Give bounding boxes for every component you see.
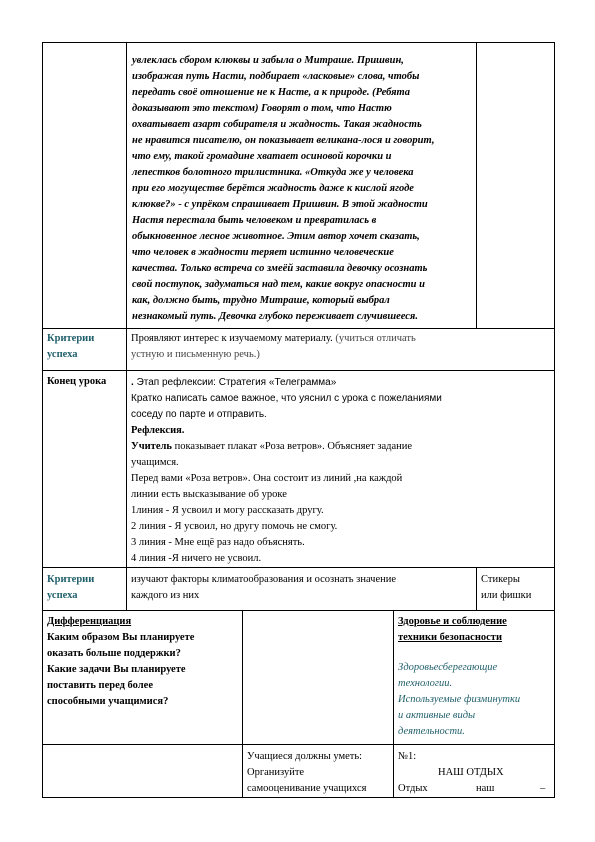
task-text-c: – <box>540 783 546 794</box>
rose-line: линии есть высказывание об уроке <box>131 489 287 500</box>
teacher-word: Учитель <box>131 441 172 452</box>
differentiation-title: Дифференциация <box>47 616 132 627</box>
criteria-label: успеха <box>47 349 78 360</box>
criteria-text-line2: устную и письменную речь.) <box>131 349 260 360</box>
task-line: Кратко написать самое важное, что уяснил с урока с пожеланиями <box>131 393 442 404</box>
criteria-extra: (учиться отличать <box>332 333 416 344</box>
narrative-line: что человек в жадности теряет истинно человеческие <box>132 247 394 258</box>
table-border-top <box>42 42 555 43</box>
narrative-line: клюкве?» - с упрёком спрашивает Пришвин. В этой жадности <box>132 199 428 210</box>
differentiation-line: оказать больше поддержки? <box>47 648 181 659</box>
teacher-rest: показывает плакат «Роза ветров». Объясняет задание <box>171 441 413 452</box>
task-title: НАШ ОТДЫХ <box>438 767 504 778</box>
assessment-line: Учащиеся должны уметь: <box>247 751 363 762</box>
narrative-line: свой поступок, задуматься над тем, какие вокруг опасности и <box>132 279 425 290</box>
stage-title <box>131 375 336 391</box>
health-line: Здоровьесберегающие <box>398 662 498 673</box>
narrative-line: лепестков болотного трилистника. «Откуда же у человека <box>132 167 414 178</box>
section-label-end: Конец урока <box>47 376 107 387</box>
stickers-text: или фишки <box>481 590 532 601</box>
stage-text: Этап рефлексии: Стратегия «Телеграмма» <box>136 377 337 388</box>
task-text-a: Отдых <box>398 783 428 794</box>
rose-item: 4 линия -Я ничего не усвоил. <box>131 553 262 564</box>
row-sep-5 <box>42 744 555 745</box>
health-title: Здоровье и соблюдение <box>398 616 507 627</box>
differentiation-line: поставить перед более <box>47 680 153 691</box>
health-title: техники безопасности <box>398 632 502 643</box>
teacher-line2: учащимся. <box>131 457 179 468</box>
narrative-line: доказывают это текстом) Говорят о том, что Настю <box>132 103 392 114</box>
narrative-line: как, должно быть, трудно Митраше, который выбрал <box>132 295 390 306</box>
rose-line: Перед вами «Роза ветров». Она состоит из линий ,на каждой <box>131 473 403 484</box>
col-line-lower-2 <box>393 610 394 798</box>
assessment-line: Организуйте <box>247 767 305 778</box>
row-sep-3 <box>42 567 555 568</box>
table-border-right <box>554 42 555 798</box>
narrative-line: изображая путь Насти, подбирает «ласковые» слова, чтобы <box>132 71 420 82</box>
narrative-line: передать своё отношение не к Насте, а к природе. (Ребята <box>132 87 410 98</box>
narrative-line: Настя перестала быть человеком и превратилась в <box>132 215 377 226</box>
col-line-2b <box>476 567 477 610</box>
health-line: Используемые физминутки <box>398 694 521 705</box>
narrative-line: не нравится писателю, он показывает великана-лося и говорит, <box>132 135 435 146</box>
rose-item: 2 линия - Я усвоил, но другу помочь не смогу. <box>131 521 338 532</box>
health-line: деятельности. <box>398 726 465 737</box>
rose-item: 3 линия - Мне ещё раз надо объяснять. <box>131 537 305 548</box>
differentiation-line: Каким образом Вы планируете <box>47 632 195 643</box>
narrative-line: незнакомый путь. Девочка глубоко переживает случившееся. <box>132 311 418 322</box>
criteria-label: Критерии <box>47 574 95 585</box>
task-number: №1: <box>398 751 417 762</box>
narrative-line: качества. Только встреча со змеёй заставила девочку осознать <box>132 263 428 274</box>
stickers-text: Стикеры <box>481 574 520 585</box>
narrative-line: охватывает азарт собирателя и жадность. Такая жадность <box>132 119 422 130</box>
differentiation-line: способными учащимися? <box>47 696 169 707</box>
stage-dot: . <box>131 377 137 388</box>
table-border-left <box>42 42 43 798</box>
col-line-lower-1 <box>242 610 243 798</box>
assessment-line: самооценивание учащихся <box>247 783 367 794</box>
table-border-bottom <box>42 797 555 798</box>
criteria-label: Критерии <box>47 333 95 344</box>
criteria-text <box>131 331 416 347</box>
rose-item: 1линия - Я усвоил и могу рассказать другу. <box>131 505 324 516</box>
task-line: соседу по парте и отправить. <box>131 409 267 420</box>
differentiation-line: Какие задачи Вы планируете <box>47 664 186 675</box>
col-line-2 <box>476 42 477 328</box>
criteria2-text: изучают факторы климатообразования и осознать значение <box>131 574 397 585</box>
criteria2-text: каждого из них <box>131 590 200 601</box>
row-sep-1 <box>42 328 555 329</box>
narrative-line: что ему, такой громадине хватает осиновой корочки и <box>132 151 392 162</box>
row-sep-4 <box>42 610 555 611</box>
task-text-b: наш <box>476 783 495 794</box>
row-sep-2 <box>42 370 555 371</box>
health-line: технологии. <box>398 678 453 689</box>
reflection-title: Рефлексия. <box>131 425 185 436</box>
col-line-1 <box>126 42 127 610</box>
narrative-line: при его могуществе берётся жадность даже к кислой ягоде <box>132 183 414 194</box>
narrative-line: обыкновенное лесное животное. Этим автор хочет сказать, <box>132 231 420 242</box>
teacher-line <box>131 439 412 455</box>
criteria-label: успеха <box>47 590 78 601</box>
narrative-line: увлеклась сбором клюквы и забыла о Митраше. Пришвин, <box>132 55 404 66</box>
criteria-main: Проявляют интерес к изучаемому материалу. <box>131 333 333 344</box>
health-line: и активные виды <box>398 710 476 721</box>
